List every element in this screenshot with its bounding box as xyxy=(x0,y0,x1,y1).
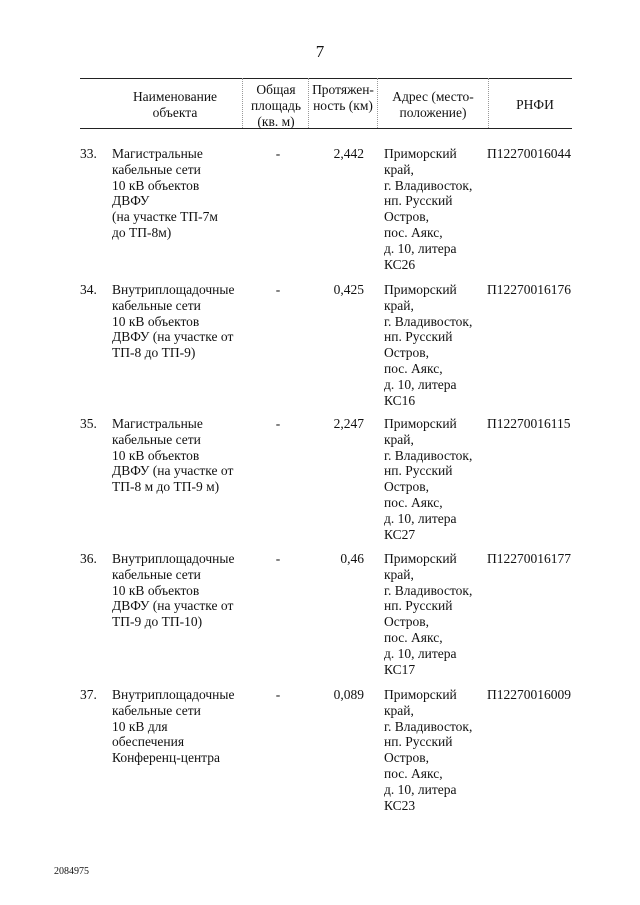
object-name: Внутриплощадочные кабельные сети 10 кВ объектов ДВФУ (на участке от ТП-9 до ТП-10) xyxy=(112,551,235,630)
col-separator xyxy=(242,78,243,128)
object-area: - xyxy=(275,687,281,702)
table-header-rule xyxy=(80,128,572,129)
header-length: Протяжен- ность (км) xyxy=(312,82,374,113)
header-address: Адрес (место- положение) xyxy=(392,89,474,120)
object-area: - xyxy=(275,282,281,297)
object-address: Приморский край, г. Владивосток, нп. Русский Остров, пос. Аякс, д. 10, литера КС23 xyxy=(384,687,473,813)
row-number: 33. xyxy=(80,146,97,161)
object-length: 0,425 xyxy=(333,282,364,297)
object-area: - xyxy=(275,551,281,566)
object-address: Приморский край, г. Владивосток, нп. Русский Остров, пос. Аякс, д. 10, литера КС16 xyxy=(384,282,473,408)
object-length: 0,46 xyxy=(340,551,364,566)
object-name: Магистральные кабельные сети 10 кВ объектов ДВФУ (на участке ТП-7м до ТП-8м) xyxy=(112,146,218,240)
footer-code: 2084975 xyxy=(54,866,89,877)
object-length: 0,089 xyxy=(333,687,364,702)
row-number: 37. xyxy=(80,687,97,702)
header-name: Наименование объекта xyxy=(132,89,218,120)
header-rnfi: РНФИ xyxy=(516,97,554,112)
object-rnfi: П12270016176 xyxy=(487,282,571,297)
row-number: 35. xyxy=(80,416,97,431)
object-area: - xyxy=(275,146,281,161)
object-address: Приморский край, г. Владивосток, нп. Русский Остров, пос. Аякс, д. 10, литера КС17 xyxy=(384,551,473,677)
object-rnfi: П12270016177 xyxy=(487,551,571,566)
object-name: Магистральные кабельные сети 10 кВ объектов ДВФУ (на участке от ТП-8 м до ТП-9 м) xyxy=(112,416,234,495)
object-address: Приморский край, г. Владивосток, нп. Русский Остров, пос. Аякс, д. 10, литера КС27 xyxy=(384,416,473,542)
object-name: Внутриплощадочные кабельные сети 10 кВ объектов ДВФУ (на участке от ТП-8 до ТП-9) xyxy=(112,282,235,361)
row-number: 34. xyxy=(80,282,97,297)
object-rnfi: П12270016115 xyxy=(487,416,571,431)
header-area: Общая площадь (кв. м) xyxy=(250,82,302,129)
row-number: 36. xyxy=(80,551,97,566)
object-area: - xyxy=(275,416,281,431)
object-length: 2,442 xyxy=(333,146,364,161)
object-rnfi: П12270016044 xyxy=(487,146,571,161)
table-top-rule xyxy=(80,78,572,79)
object-length: 2,247 xyxy=(333,416,364,431)
col-separator xyxy=(488,78,489,128)
object-name: Внутриплощадочные кабельные сети 10 кВ для обеспечения Конференц-центра xyxy=(112,687,235,766)
object-rnfi: П12270016009 xyxy=(487,687,571,702)
page-number: 7 xyxy=(315,42,325,61)
object-address: Приморский край, г. Владивосток, нп. Русский Остров, пос. Аякс, д. 10, литера КС26 xyxy=(384,146,473,272)
